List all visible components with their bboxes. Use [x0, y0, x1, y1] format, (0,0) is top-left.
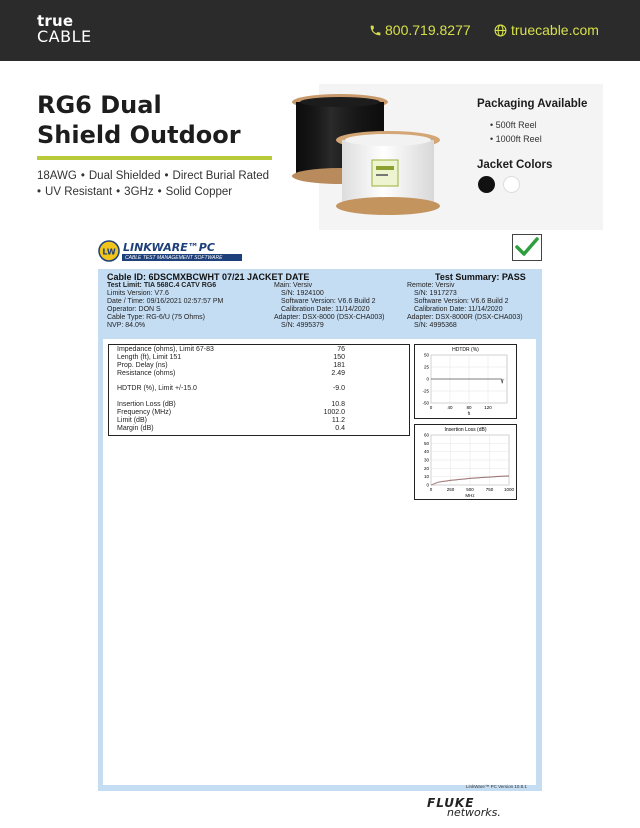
measurement-value: 2.49	[331, 370, 345, 377]
info-line: Software Version: V6.6 Build 2	[414, 298, 509, 305]
info-line: Limits Version: V7.6	[107, 290, 169, 297]
info-line: S/N: 1924100	[281, 290, 324, 297]
measurement-value: 10.8	[331, 401, 345, 408]
measurement-label: Length (ft), Limit 151	[117, 354, 182, 361]
info-line: Test Limit: TIA 568C.4 CATV RG6	[107, 282, 217, 289]
info-line: Cable Type: RG-6/U (75 Ohms)	[107, 314, 205, 321]
chart-title: HDTDR (%)	[452, 347, 479, 353]
y-tick-label: 30	[423, 457, 429, 463]
measurement-label: Frequency (MHz)	[117, 409, 172, 416]
y-tick-label: 10	[423, 474, 429, 480]
globe-icon	[494, 24, 507, 37]
networks-word: networks.	[447, 806, 501, 819]
measurement-label: Impedance (ohms), Limit 67-83	[117, 346, 214, 353]
phone-icon	[369, 24, 382, 37]
version-footnote: LinkWare™ PC Version 10.8.1	[466, 784, 527, 789]
y-tick-label: 60	[423, 432, 429, 438]
insertion-loss-chart-frame	[414, 424, 517, 500]
y-tick-label: -50	[422, 400, 429, 406]
info-line: Calibration Date: 11/14/2020	[281, 306, 370, 313]
feature: 3GHz	[124, 186, 154, 198]
measurement-value: -9.0	[332, 385, 345, 392]
info-line: Operator: DON S	[107, 306, 161, 313]
y-tick-label: 25	[423, 364, 429, 370]
title-underline	[37, 156, 272, 160]
measurement-value: 181	[333, 362, 345, 369]
measurement-label: Resistance (ohms)	[117, 370, 176, 377]
measurement-value: 1002.0	[323, 409, 345, 416]
jacket-swatch-black[interactable]	[478, 176, 495, 193]
x-tick-label: 80	[466, 405, 472, 410]
title-line2: Shield Outdoor	[37, 121, 241, 149]
linkware-title: LINKWARE™PC	[123, 241, 215, 254]
hdtdr-chart	[415, 345, 516, 418]
x-tick-label: 0	[429, 487, 433, 492]
check-icon	[513, 235, 540, 259]
features-row2: • UV Resistant • 3GHz • Solid Copper	[37, 186, 233, 198]
measurement-value: 150	[333, 354, 345, 361]
measurement-label: Limit (dB)	[117, 417, 147, 424]
feature: UV Resistant	[45, 186, 113, 198]
info-line: Remote: Versiv	[407, 282, 455, 289]
truecable-logo	[37, 14, 92, 45]
jacket-colors-title: Jacket Colors	[477, 159, 553, 171]
measurement-value: 11.2	[331, 417, 345, 424]
y-tick-label: 40	[423, 449, 429, 455]
measurement-label: Margin (dB)	[117, 425, 154, 432]
info-line: Adapter: DSX-8000R (DSX-CHA003)	[407, 314, 523, 321]
y-tick-label: 50	[423, 440, 429, 446]
info-line: Software Version: V6.6 Build 2	[281, 298, 376, 305]
phone-number: 800.719.8277	[385, 22, 471, 38]
product-title	[37, 90, 241, 150]
fluke-networks-logo	[427, 797, 501, 819]
info-line: S/N: 1917273	[414, 290, 457, 297]
packaging-title: Packaging Available	[477, 98, 588, 110]
info-line: S/N: 4995379	[281, 322, 324, 329]
test-summary: Test Summary: PASS	[435, 272, 526, 282]
fluke-word: FLUKE	[427, 796, 475, 810]
y-tick-label: 0	[426, 482, 429, 488]
x-tick-label: 0	[429, 405, 433, 410]
measurement-label: Prop. Delay (ns)	[117, 362, 168, 369]
x-tick-label: 750	[485, 487, 494, 492]
svg-text:LW: LW	[102, 247, 116, 257]
y-tick-label: -25	[422, 388, 429, 394]
x-axis-label: MHz	[465, 493, 475, 498]
insertion-loss-chart	[415, 425, 516, 499]
info-line: NVP: 84.0%	[107, 322, 146, 329]
x-axis-label: ft	[467, 411, 471, 416]
info-line: Calibration Date: 11/14/2020	[414, 306, 503, 313]
linkware-subtitle: CABLE TEST MANAGEMENT SOFTWARE	[125, 255, 223, 261]
info-line: Adapter: DSX-8000 (DSX-CHA003)	[274, 314, 385, 321]
feature-list	[37, 168, 327, 200]
y-tick-label: 50	[423, 352, 429, 358]
chart-title: Insertion Loss (dB)	[444, 427, 487, 433]
website-link[interactable]	[494, 22, 599, 38]
x-tick-label: 1000	[503, 487, 515, 492]
feature: 18AWG	[37, 170, 77, 182]
jacket-swatch-white[interactable]	[503, 176, 520, 193]
cable-reels-image	[290, 88, 450, 220]
pass-checkmark	[512, 234, 542, 261]
feature: Direct Burial Rated	[172, 170, 270, 182]
info-line: Date / Time: 09/16/2021 02:57:57 PM	[107, 298, 224, 305]
top-bar	[0, 0, 640, 61]
packaging-item: • 1000ft Reel	[490, 134, 542, 144]
packaging-item: • 500ft Reel	[490, 120, 537, 130]
cable-id: Cable ID: 6DSCMXBCWHT 07/21 JACKET DATE	[107, 272, 310, 282]
features-row1: 18AWG • Dual Shielded • Direct Burial Rated	[37, 170, 270, 182]
x-tick-label: 500	[466, 487, 474, 492]
x-tick-label: 120	[484, 405, 492, 410]
x-tick-label: 250	[446, 487, 455, 492]
title-line1: RG6 Dual	[37, 91, 162, 119]
phone-link[interactable]	[369, 22, 471, 38]
measurement-label: HDTDR (%), Limit +/-15.0	[117, 385, 197, 392]
measurement-label: Insertion Loss (dB)	[117, 401, 176, 408]
hdtdr-chart-frame	[414, 344, 517, 419]
brand-line2: CABLE	[37, 27, 92, 46]
info-line: Main: Versiv	[274, 282, 313, 289]
y-tick-label: 0	[426, 376, 429, 382]
measurement-value: 76	[337, 346, 345, 353]
website-url: truecable.com	[511, 22, 599, 38]
feature: Dual Shielded	[88, 170, 161, 182]
feature: Solid Copper	[165, 186, 233, 198]
x-tick-label: 40	[447, 405, 453, 410]
measurement-value: 0.4	[335, 425, 345, 432]
y-tick-label: 20	[423, 465, 429, 471]
info-line: S/N: 4995368	[414, 322, 457, 329]
brand-line1: true	[37, 12, 74, 30]
